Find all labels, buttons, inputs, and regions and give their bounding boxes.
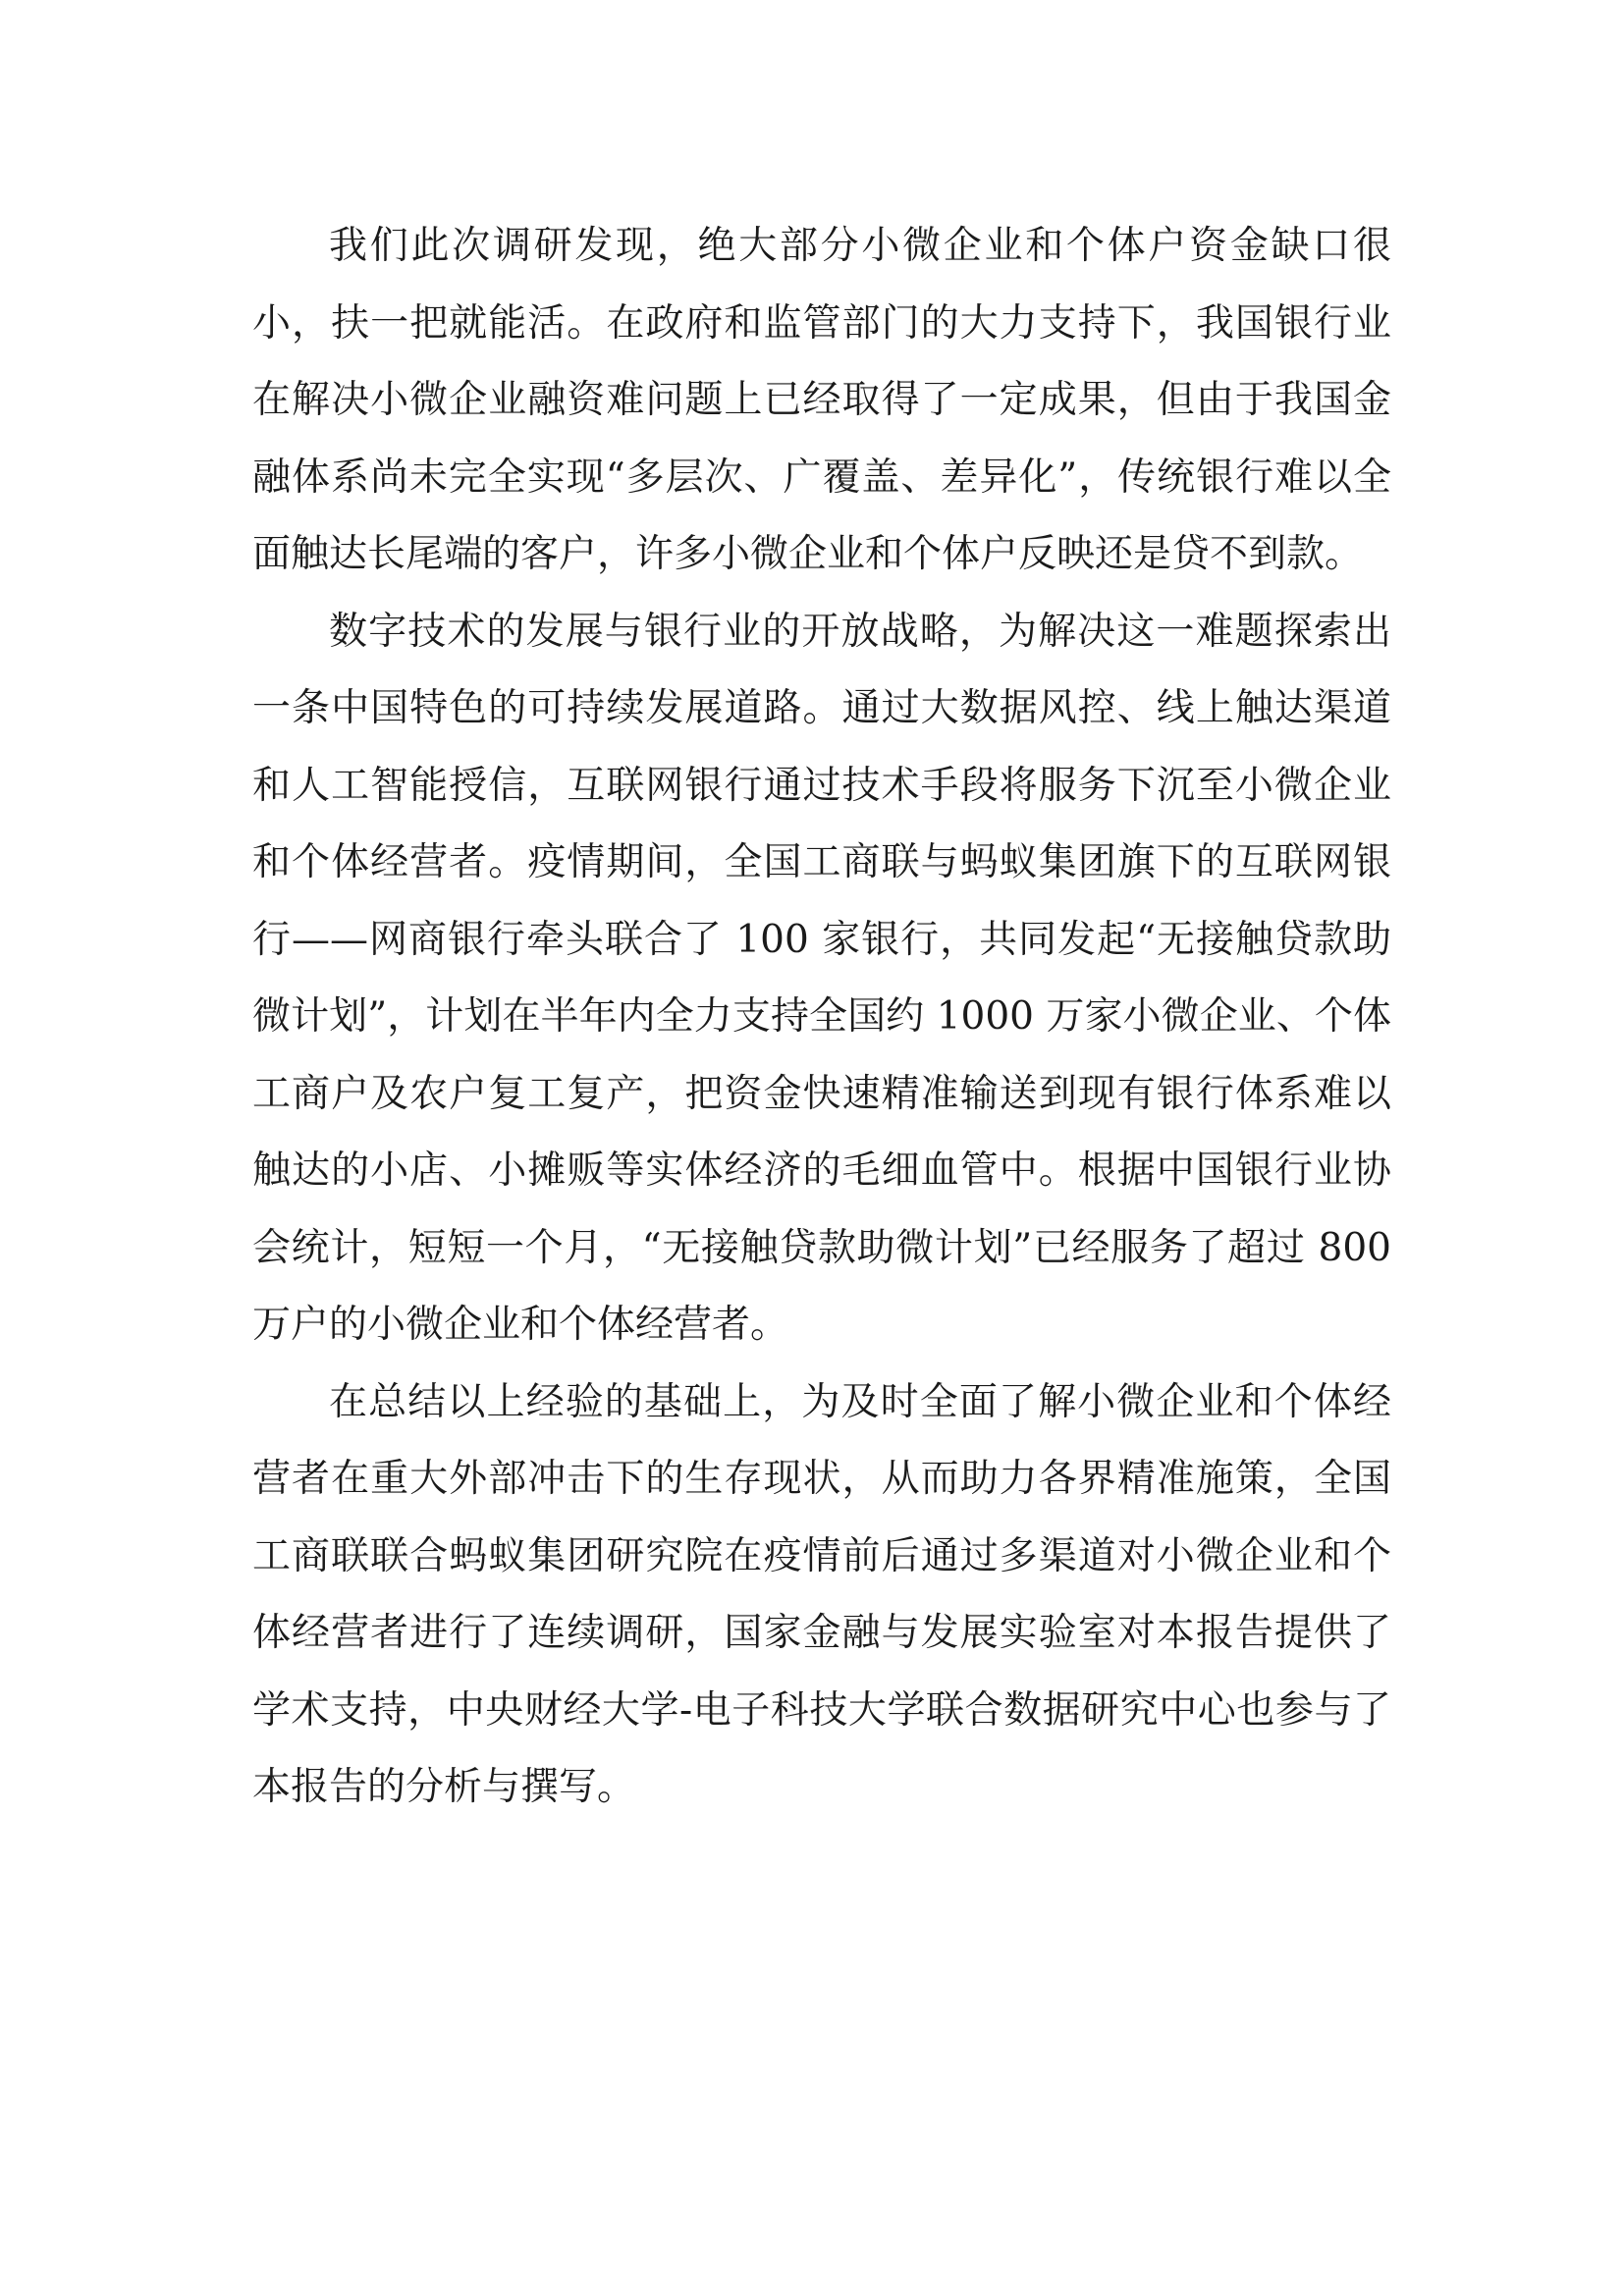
paragraph-survey-findings: 我们此次调研发现，绝大部分小微企业和个体户资金缺口很小，扶一把就能活。在政府和监管部门的大力支持下，我国银行业在解决小微企业融资难问题上已经取得了一定成果，但由于我国金融体系尚未完全实现“多层次、广覆盖、差异化”，传统银行难以全面触达长尾端的客户，许多小微企业和个体户反映还是贷不到款。 bbox=[252, 224, 1391, 576]
document-body bbox=[252, 208, 1391, 1827]
paragraph-digital-technology: 数字技术的发展与银行业的开放战略，为解决这一难题探索出一条中国特色的可持续发展道路。通过大数据风控、线上触达渠道和人工智能授信，互联网银行通过技术手段将服务下沉至小微企业和个体经营者。疫情期间，全国工商联与蚂蚁集团旗下的互联网银行——网商银行牵头联合了 100 家银行，共同发起“无接触贷款助微计划”，计划在半年内全力支持全国约 1000 万家小微企业、个体工商户及农户复工复产，把资金快速精准输送到现有银行体系难以触达的小店、小摊贩等实体经济的毛细血管中。根据中国银行业协会统计，短短一个月，“无接触贷款助微计划”已经服务了超过 800 万户的小微企业和个体经营者。 bbox=[252, 609, 1391, 1347]
paragraph-report-background: 在总结以上经验的基础上，为及时全面了解小微企业和个体经营者在重大外部冲击下的生存现状，从而助力各界精准施策，全国工商联联合蚂蚁集团研究院在疫情前后通过多渠道对小微企业和个体经营者进行了连续调研，国家金融与发展实验室对本报告提供了学术支持，中央财经大学-电子科技大学联合数据研究中心也参与了本报告的分析与撰写。 bbox=[252, 1379, 1391, 1809]
